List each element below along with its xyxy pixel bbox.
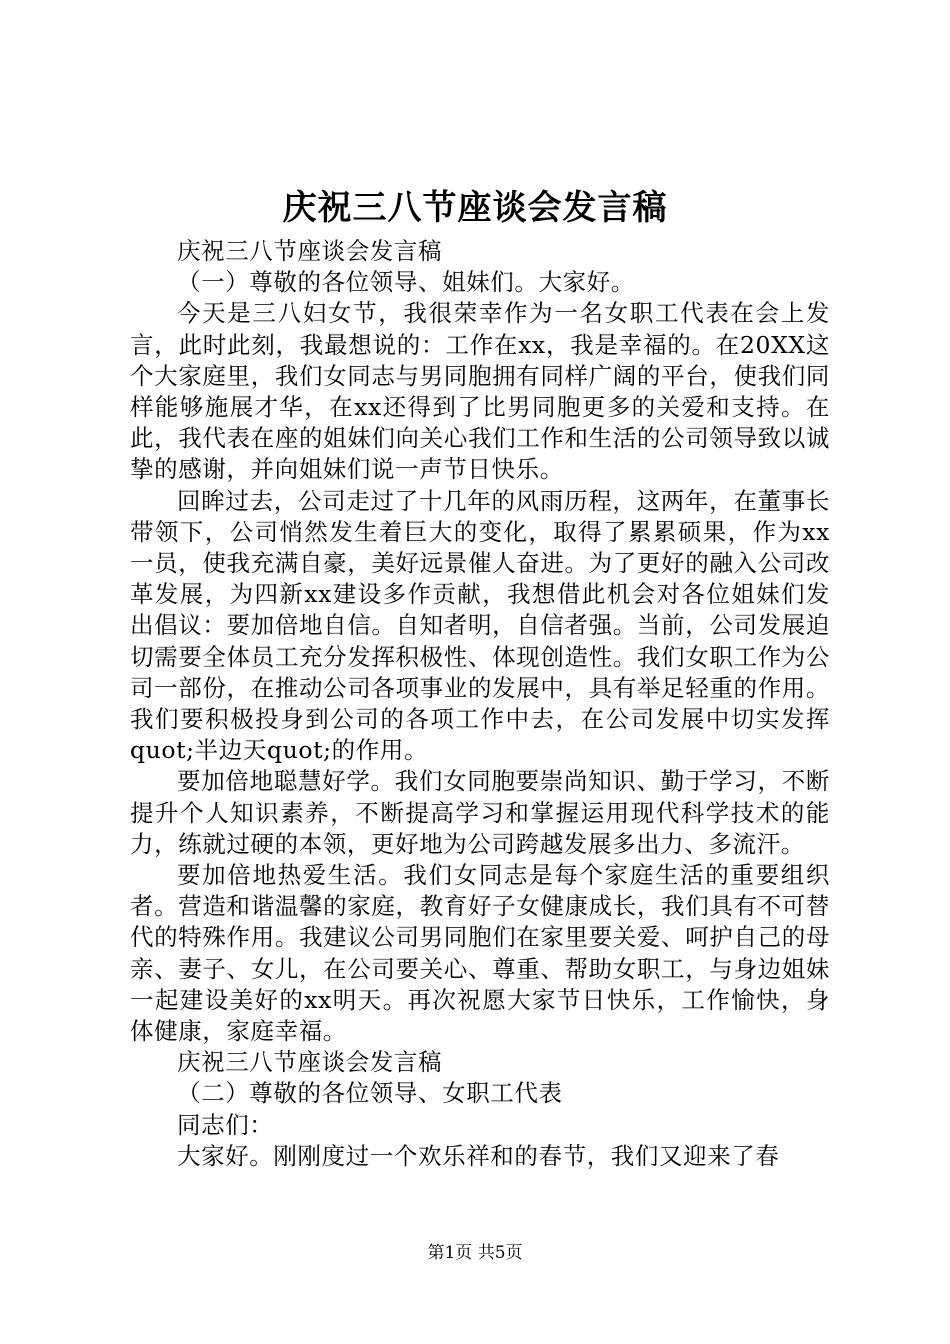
body-paragraph: 回眸过去，公司走过了十几年的风雨历程，这两年，在董事长带领下，公司悄然发生着巨大的变化，取得了累累硕果，作为xx一员，使我充满自豪，美好远景催人奋进。为了更好的融入公司改革发展，为四新xx建设多作贡献，我想借此机会对各位姐妹们发出倡议：要加倍地自信。自知者明，自信者强。当前，公司发展迫切需要全体员工充分发挥积极性、体现创造性。我们女职工作为公司一部份，在推动公司各项事业的发展中，具有举足轻重的作用。我们要积极投身到公司的各项工作中去，在公司发展中切实发挥quot;半边天quot;的作用。 [130,486,830,765]
body-paragraph: 同志们： [177,1110,274,1139]
body-paragraph: 庆祝三八节座谈会发言稿 [177,237,443,265]
body-paragraph: （二）尊敬的各位领导、女职工代表 [177,1079,563,1108]
document-title: 庆祝三八节座谈会发言稿 [282,188,668,228]
body-paragraph: 庆祝三八节座谈会发言稿 [177,1048,443,1077]
page-footer: 第1页 共5页 [427,1243,523,1263]
body-paragraph: （一）尊敬的各位领导、姐妹们。大家好。 [177,268,635,297]
body-paragraph: 大家好。刚刚度过一个欢乐祥和的春节，我们又迎来了春 [177,1141,780,1170]
body-paragraph: 要加倍地热爱生活。我们女同志是每个家庭生活的重要组织者。营造和谐温馨的家庭，教育好子女健康成长，我们具有不可替代的特殊作用。我建议公司男同胞们在家里要关爱、呵护自己的母亲、妻子、女儿，在公司要关心、尊重、帮助女职工，与身边姐妹一起建设美好的xx明天。再次祝愿大家节日快乐，工作愉快，身体健康，家庭幸福。 [130,861,830,1046]
document-body [130,236,830,1172]
body-paragraph: 要加倍地聪慧好学。我们女同胞要崇尚知识、勤于学习，不断提升个人知识素养，不断提高学习和掌握运用现代科学技术的能力，练就过硬的本领，更好地为公司跨越发展多出力、多流汗。 [130,767,830,858]
body-paragraph: 今天是三八妇女节，我很荣幸作为一名女职工代表在会上发言，此时此刻，我最想说的：工作在xx，我是幸福的。在20XX这个大家庭里，我们女同志与男同胞拥有同样广阔的平台，使我们同样能够施展才华，在xx还得到了比男同胞更多的关爱和支持。在此，我代表在座的姐妹们向关心我们工作和生活的公司领导致以诚挚的感谢，并向姐妹们说一声节日快乐。 [130,299,830,484]
